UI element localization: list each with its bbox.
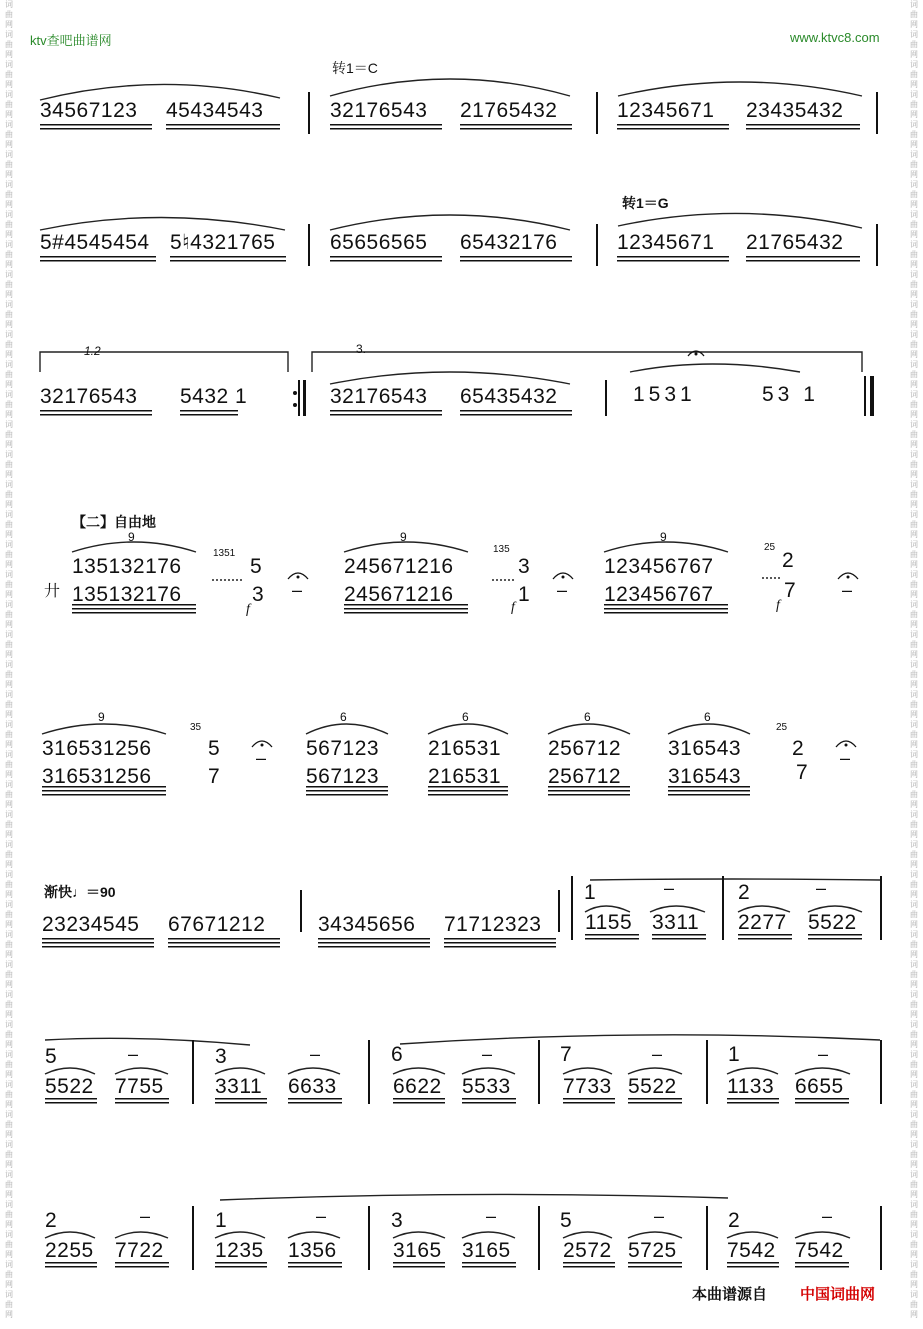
r4-grace-1: 1351	[213, 548, 236, 559]
r8-m4b: 5725	[628, 1239, 677, 1262]
r5-s2-top: 216531	[428, 737, 502, 760]
underline	[727, 1098, 779, 1100]
r6-m4b: 5522	[808, 911, 857, 934]
r7-m1a: 5522	[45, 1075, 94, 1098]
r4-low-3: 7	[784, 579, 797, 602]
underline	[215, 1102, 267, 1104]
r4-g2-top: 245671216	[344, 555, 454, 578]
underline	[563, 1262, 615, 1264]
underline	[288, 1102, 342, 1104]
underline	[45, 1102, 97, 1104]
r2-m3b: 21765432	[746, 231, 844, 254]
r8-m5a: 7542	[727, 1239, 776, 1262]
sextuplet-d: 6	[704, 710, 711, 724]
r8-m3a: 3165	[393, 1239, 442, 1262]
r4-note-1: 5	[250, 555, 263, 578]
r4-grace-3: 25	[764, 542, 776, 553]
key-change-c: 转1＝C	[332, 60, 378, 76]
r5-low-1: 7	[208, 765, 221, 788]
r8-m1-top: 2	[45, 1209, 58, 1232]
underline	[727, 1102, 779, 1104]
r7-m4a: 7733	[563, 1075, 612, 1098]
r6-m1a: 23234545	[42, 913, 140, 936]
r4-g1-top: 135132176	[72, 555, 182, 578]
r6-m4-top: 2	[738, 881, 751, 904]
r5-low-2: 7	[796, 761, 809, 784]
r5-s3-top: 256712	[548, 737, 622, 760]
footer-source-label: 本曲谱源自	[692, 1286, 768, 1303]
r8-m5-top: 2	[728, 1209, 741, 1232]
r3-m3b: 53 1	[762, 383, 819, 406]
underline	[288, 1098, 342, 1100]
r2-m3a: 12345671	[617, 231, 715, 254]
r7-m3-top: 6	[391, 1043, 404, 1066]
r4-low-2: 1	[518, 583, 531, 606]
r1-m2b: 21765432	[460, 99, 558, 122]
r5-g1-top: 316531256	[42, 737, 152, 760]
dash-2: –	[557, 580, 568, 600]
r7-m5-top: 1	[728, 1043, 741, 1066]
underline	[115, 1266, 169, 1268]
tempo-mark: 渐快♩＝90	[44, 884, 116, 900]
r2-m1a: 5#4545454	[40, 231, 150, 254]
underline	[215, 1262, 267, 1264]
underline	[795, 1266, 849, 1268]
r5-s4-top: 316543	[668, 737, 742, 760]
r5-note-2: 2	[792, 737, 805, 760]
underline	[393, 1098, 445, 1100]
r6-m3b: 3311	[652, 911, 700, 934]
r4-g3-bot: 123456767	[604, 583, 714, 606]
section-title: 【二】自由地	[72, 514, 156, 530]
sextuplet-b: 6	[462, 710, 469, 724]
underline	[795, 1102, 849, 1104]
r8-m1b: 7722	[115, 1239, 164, 1262]
tuplet-9-b: 9	[400, 530, 407, 544]
dash-1: –	[292, 580, 303, 600]
r5-g1-bot: 316531256	[42, 765, 152, 788]
r2-m2b: 65432176	[460, 231, 558, 254]
side-watermark-left: 词 曲 网 词 曲 网 词 曲 网 词 曲 网 词 曲 网 词 曲 网 词 曲 网 词 曲 网 词 曲 网 词 曲 网 词 曲 网 词 曲 网 词 曲 网 词 曲 网 词 曲 网 词 曲 网 词 曲 网 词 曲 网 词 曲 网 词 曲 网 词 曲 网 词 曲 网 词 曲 网 词 曲 网 词 曲 网 词 曲 网 词 曲 网 词 曲 网 词 曲 网 词 曲 网 词 曲 网 词 曲 网 词 曲 网 词 曲 网 词 曲 网 词 曲 网 词 曲 网 词 曲 网 词 曲 网 词 曲 网 词 曲 网 词 曲 网 词 曲 网 词 曲 网	[5, 0, 13, 1319]
underline	[215, 1098, 267, 1100]
r7-m4-top: 7	[560, 1043, 573, 1066]
r8-m3b: 3165	[462, 1239, 511, 1262]
volta-1-2: 1.2	[84, 344, 101, 358]
header-site-name[interactable]: ktv查吧曲谱网	[30, 33, 112, 48]
underline	[115, 1102, 169, 1104]
r4-note-3: 2	[782, 549, 795, 572]
r7-m3b: 5533	[462, 1075, 511, 1098]
underline	[288, 1266, 342, 1268]
underline	[215, 1266, 267, 1268]
sharp-symbol: 廾	[44, 583, 61, 600]
r6-m2b: 71712323	[444, 913, 542, 936]
r2-m2a: 65656565	[330, 231, 428, 254]
dash-4: –	[256, 748, 267, 768]
r8-m2-top: 1	[215, 1209, 228, 1232]
r6-m3a: 1155	[585, 911, 633, 934]
r1-m3b: 23435432	[746, 99, 844, 122]
r4-g1-bot: 135132176	[72, 583, 182, 606]
r3-m2b: 65435432	[460, 385, 558, 408]
underline	[45, 1098, 97, 1100]
r5-s3-bot: 256712	[548, 765, 622, 788]
r7-m1-top: 5	[45, 1045, 58, 1068]
r7-m2b: 6633	[288, 1075, 337, 1098]
underline	[393, 1262, 445, 1264]
r8-m3-top: 3	[391, 1209, 404, 1232]
volta-3: 3.	[356, 342, 367, 356]
r7-m2-top: 3	[215, 1045, 228, 1068]
r7-m5b: 6655	[795, 1075, 844, 1098]
r5-s1-bot: 567123	[306, 765, 380, 788]
sextuplet-c: 6	[584, 710, 591, 724]
underline	[393, 1102, 445, 1104]
underline	[462, 1102, 516, 1104]
underline	[727, 1266, 779, 1268]
r6-m2a: 34345656	[318, 913, 416, 936]
sextuplet-a: 6	[340, 710, 347, 724]
dyn-f-3: f	[776, 598, 780, 613]
underline	[393, 1266, 445, 1268]
header-site-url[interactable]: www.ktvc8.com	[790, 30, 880, 45]
r6-m1b: 67671212	[168, 913, 266, 936]
underline	[563, 1098, 615, 1100]
underline	[628, 1262, 682, 1264]
r7-m2a: 3311	[215, 1075, 263, 1098]
r8-m4a: 2572	[563, 1239, 612, 1262]
underline	[462, 1266, 516, 1268]
dyn-f-1: f	[246, 602, 250, 617]
r7-m1b: 7755	[115, 1075, 164, 1098]
r5-s2-bot: 216531	[428, 765, 502, 788]
r6-m3-top: 1	[584, 881, 597, 904]
r5-s1-top: 567123	[306, 737, 380, 760]
r4-low-1: 3	[252, 583, 265, 606]
r8-m2a: 1235	[215, 1239, 264, 1262]
r2-m1b: 5♮4321765	[170, 231, 276, 254]
underline	[563, 1102, 615, 1104]
r4-g3-top: 123456767	[604, 555, 714, 578]
underline	[727, 1262, 779, 1264]
r5-grace-2: 25	[776, 722, 788, 733]
r4-g2-bot: 245671216	[344, 583, 454, 606]
side-watermark-right: 词 曲 网 词 曲 网 词 曲 网 词 曲 网 词 曲 网 词 曲 网 词 曲 网 词 曲 网 词 曲 网 词 曲 网 词 曲 网 词 曲 网 词 曲 网 词 曲 网 词 曲 网 词 曲 网 词 曲 网 词 曲 网 词 曲 网 词 曲 网 词 曲 网 词 曲 网 词 曲 网 词 曲 网 词 曲 网 词 曲 网 词 曲 网 词 曲 网 词 曲 网 词 曲 网 词 曲 网 词 曲 网 词 曲 网 词 曲 网 词 曲 网 词 曲 网 词 曲 网 词 曲 网 词 曲 网 词 曲 网 词 曲 网 词 曲 网 词 曲 网 词 曲 网	[910, 0, 918, 1319]
tuplet-9-a: 9	[128, 530, 135, 544]
r8-m2b: 1356	[288, 1239, 337, 1262]
r1-m2a: 32176543	[330, 99, 428, 122]
r4-note-2: 3	[518, 555, 531, 578]
underline	[628, 1098, 682, 1100]
r3-m1a: 32176543	[40, 385, 138, 408]
underline	[288, 1262, 342, 1264]
r1-m1b: 45434543	[166, 99, 264, 122]
underline	[628, 1266, 682, 1268]
r3-m1b: 5432 1	[180, 385, 248, 408]
r8-m4-top: 5	[560, 1209, 573, 1232]
underline	[795, 1098, 849, 1100]
r3-m3a: 1531	[633, 383, 696, 406]
r5-grace-1: 35	[190, 722, 202, 733]
r5-s4-bot: 316543	[668, 765, 742, 788]
underline	[462, 1262, 516, 1264]
dyn-f-2: f	[511, 600, 515, 615]
underline	[115, 1262, 169, 1264]
underline	[45, 1266, 97, 1268]
r1-m3a: 12345671	[617, 99, 715, 122]
underline	[115, 1098, 169, 1100]
r4-grace-2: 135	[493, 544, 510, 555]
r7-m3a: 6622	[393, 1075, 442, 1098]
r7-m5a: 1133	[727, 1075, 775, 1098]
r3-m2a: 32176543	[330, 385, 428, 408]
underline	[628, 1102, 682, 1104]
r8-m5b: 7542	[795, 1239, 844, 1262]
underline	[563, 1266, 615, 1268]
underline	[795, 1262, 849, 1264]
tuplet-9-c: 9	[660, 530, 667, 544]
dash-3: –	[842, 580, 853, 600]
dash-5: –	[840, 748, 851, 768]
footer-site-link[interactable]: 中国词曲网	[800, 1286, 876, 1303]
r6-m4a: 2277	[738, 911, 787, 934]
r5-note-1: 5	[208, 737, 221, 760]
tuplet-9-d: 9	[98, 710, 105, 724]
r8-m1a: 2255	[45, 1239, 94, 1262]
r7-m4b: 5522	[628, 1075, 677, 1098]
key-change-g: 转1＝G	[622, 195, 669, 211]
r1-m1a: 34567123	[40, 99, 138, 122]
underline	[462, 1098, 516, 1100]
underline	[45, 1262, 97, 1264]
